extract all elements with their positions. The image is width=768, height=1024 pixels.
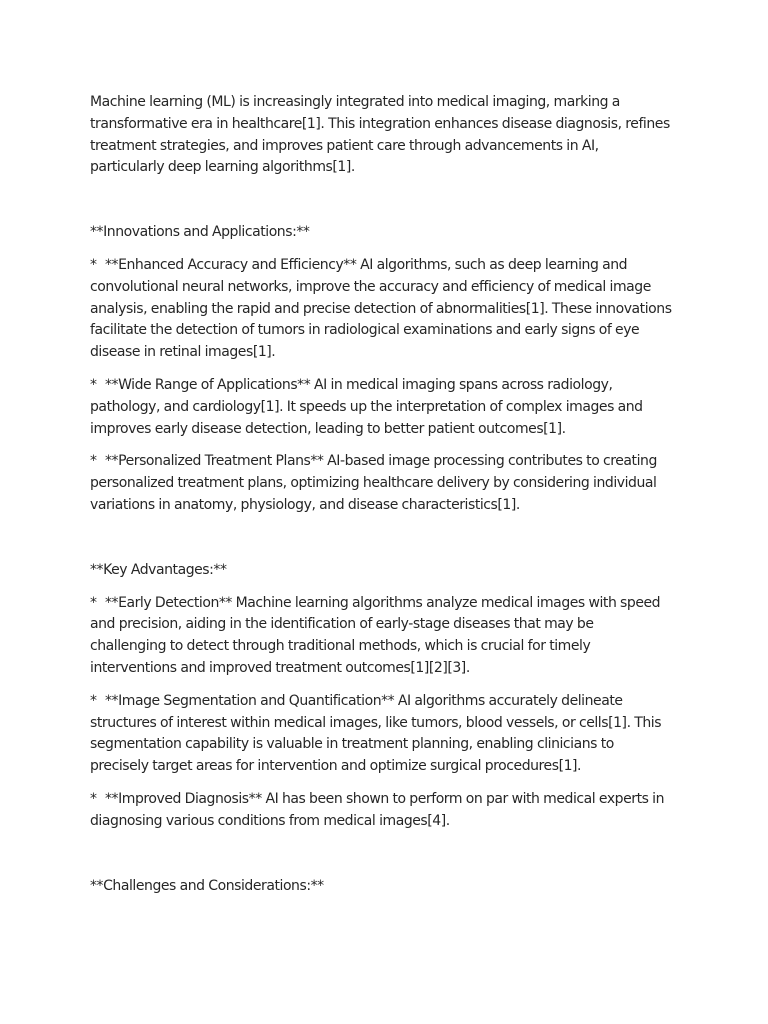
list-item [90,691,672,778]
list-item [90,451,672,516]
section-heading: **Challenges and Considerations:** [90,877,324,894]
bullet-marker: * [90,692,97,709]
list-item [90,789,672,833]
section-key-advantages [90,560,672,833]
list-item-text: **Enhanced Accuracy and Efficiency** AI algorithms, such as deep learning and convolutional neural networks, improve the accuracy and efficiency of medical image analysis, enabling the rapid and precise detection of abnormalities[1]. These innovations facilitate the detection of tumors in radiological examinations and early signs of eye disease in retinal images[1]. [90,256,672,361]
list-item-text: **Improved Diagnosis** AI has been shown to perform on par with medical experts in diagnosing various conditions from medical images[4]. [90,790,665,829]
list-item-text: **Wide Range of Applications** AI in medical imaging spans across radiology, pathology, and cardiology[1]. It speeds up the interpretation of complex images and improves early disease detection, leading to better patient outcomes[1]. [90,376,643,437]
section-heading: **Key Advantages:** [90,561,227,578]
list-item [90,593,672,680]
section-innovations [90,222,672,517]
section-heading: **Innovations and Applications:** [90,224,310,241]
section-challenges [90,876,672,898]
list-item [90,255,672,364]
list-item-text: **Early Detection** Machine learning algorithms analyze medical images with speed and precision, aiding in the identification of early-stage diseases that may be challenging to detect through traditional methods, which is crucial for timely interventions and improved treatment outcomes[1][2][3]. [90,594,661,676]
bullet-marker: * [90,256,97,273]
bullet-marker: * [90,594,97,611]
list-item-text: **Personalized Treatment Plans** AI-based image processing contributes to creating personalized treatment plans, optimizing healthcare delivery by considering individual variations in anatomy, physiology, and disease characteristics[1]. [90,453,657,513]
intro-paragraph: Machine learning (ML) is increasingly integrated into medical imaging, marking a transformative era in healthcare[1]. This integration enhances disease diagnosis, refines treatment strategies, and improves patient care through advancements in AI, particularly deep learning algorithms[1]. [90,94,670,176]
bullet-marker: * [90,376,97,393]
bullet-marker: * [90,790,97,807]
list-item-text: **Image Segmentation and Quantification** AI algorithms accurately delineate structures of interest within medical images, like tumors, blood vessels, or cells[1]. This segmentation capability is valuable in treatment planning, enabling clinicians to precisely target areas for intervention and optimize surgical procedures[1]. [90,692,662,775]
bullet-marker: * [90,453,97,470]
document-body [90,92,672,908]
list-item [90,375,672,440]
